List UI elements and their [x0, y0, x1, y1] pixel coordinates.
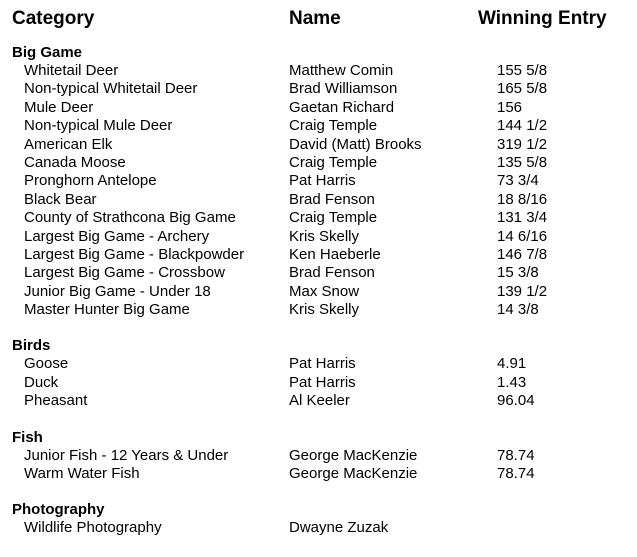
award-section	[12, 44, 632, 319]
table-row	[12, 154, 632, 172]
winning-entry-cell: 14 3/8	[497, 301, 539, 319]
award-section	[12, 501, 632, 537]
name-cell: Brad Williamson	[289, 80, 398, 98]
category-cell: Pronghorn Antelope	[24, 172, 157, 190]
category-cell: Largest Big Game - Archery	[24, 227, 210, 245]
table-row	[12, 99, 632, 117]
table-row	[12, 80, 632, 98]
category-column-header: Category	[12, 8, 95, 29]
table-row	[12, 117, 632, 135]
name-cell: Kris Skelly	[289, 227, 360, 245]
table-row	[12, 392, 632, 410]
category-cell: Non-typical Whitetail Deer	[24, 80, 198, 98]
section-title: Fish	[12, 428, 43, 446]
name-cell: Craig Temple	[289, 153, 378, 171]
section-title: Birds	[12, 337, 51, 355]
category-cell: Pheasant	[24, 392, 88, 410]
name-cell: Craig Temple	[289, 117, 378, 135]
table-row	[12, 264, 632, 282]
name-cell: Max Snow	[289, 282, 360, 300]
name-column-header: Name	[289, 8, 341, 29]
name-cell: David (Matt) Brooks	[289, 135, 422, 153]
table-row	[12, 209, 632, 227]
winning-entry-cell: 96.04	[497, 392, 535, 410]
winning-entry-cell: 155 5/8	[497, 62, 548, 79]
category-cell: Black Bear	[24, 190, 97, 208]
table-row	[12, 246, 632, 264]
name-cell: Kris Skelly	[289, 301, 360, 319]
name-cell: Pat Harris	[289, 373, 356, 391]
winning-entry-cell: 73 3/4	[497, 172, 539, 190]
name-cell: Pat Harris	[289, 355, 356, 373]
category-cell: Whitetail Deer	[24, 62, 119, 79]
name-cell: Al Keeler	[289, 392, 350, 410]
category-cell: County of Strathcona Big Game	[24, 209, 236, 227]
name-cell: Brad Fenson	[289, 264, 375, 282]
award-sections	[12, 44, 632, 538]
section-title: Photography	[12, 501, 105, 519]
table-row	[12, 301, 632, 319]
name-cell: Brad Fenson	[289, 190, 375, 208]
table-row	[12, 191, 632, 209]
category-cell: Junior Fish - 12 Years & Under	[24, 446, 229, 464]
winning-entry-cell: 18 8/16	[497, 190, 548, 208]
winning-entry-cell: 78.74	[497, 465, 535, 483]
name-cell: Craig Temple	[289, 209, 378, 227]
category-cell: Canada Moose	[24, 153, 126, 171]
winning-entry-cell: 1.43	[497, 373, 527, 391]
name-cell: Pat Harris	[289, 172, 356, 190]
winning-entry-cell: 165 5/8	[497, 80, 548, 98]
winning-entry-cell: 15 3/8	[497, 264, 539, 282]
category-cell: Wildlife Photography	[24, 519, 162, 537]
winning-entry-cell: 131 3/4	[497, 209, 548, 227]
category-cell: Warm Water Fish	[24, 465, 140, 483]
table-row	[12, 228, 632, 246]
section-title: Big Game	[12, 44, 83, 61]
category-cell: Mule Deer	[24, 98, 94, 116]
awards-document	[12, 6, 632, 538]
name-cell: Ken Haeberle	[289, 245, 381, 263]
name-cell: George MacKenzie	[289, 465, 418, 483]
category-cell: Junior Big Game - Under 18	[24, 282, 211, 300]
winning-entry-cell: 319 1/2	[497, 135, 548, 153]
table-row	[12, 374, 632, 392]
category-cell: Non-typical Mule Deer	[24, 117, 173, 135]
winning-entry-cell: 156	[497, 98, 523, 116]
winning-entry-cell: 146 7/8	[497, 245, 548, 263]
award-section	[12, 337, 632, 410]
winning-entry-cell: 139 1/2	[497, 282, 548, 300]
table-row	[12, 62, 632, 80]
winning-entry-cell: 135 5/8	[497, 153, 548, 171]
table-row	[12, 172, 632, 190]
category-cell: Goose	[24, 355, 69, 373]
table-row	[12, 519, 632, 537]
table-row	[12, 447, 632, 465]
award-section	[12, 429, 632, 484]
table-row	[12, 465, 632, 483]
table-row	[12, 355, 632, 373]
table-row	[12, 136, 632, 154]
category-cell: Largest Big Game - Blackpowder	[24, 245, 245, 263]
winning-entry-column-header: Winning Entry	[478, 8, 607, 29]
category-cell: American Elk	[24, 135, 113, 153]
name-cell: Matthew Comin	[289, 62, 394, 79]
winning-entry-cell: 144 1/2	[497, 117, 548, 135]
name-cell: George MacKenzie	[289, 446, 418, 464]
table-row	[12, 283, 632, 301]
winning-entry-cell: 78.74	[497, 446, 535, 464]
category-cell: Duck	[24, 373, 59, 391]
name-cell: Dwayne Zuzak	[289, 519, 389, 537]
name-cell: Gaetan Richard	[289, 98, 395, 116]
winning-entry-cell: 4.91	[497, 355, 527, 373]
winning-entry-cell: 14 6/16	[497, 227, 548, 245]
category-cell: Master Hunter Big Game	[24, 301, 190, 319]
table-header	[12, 6, 632, 32]
category-cell: Largest Big Game - Crossbow	[24, 264, 225, 282]
